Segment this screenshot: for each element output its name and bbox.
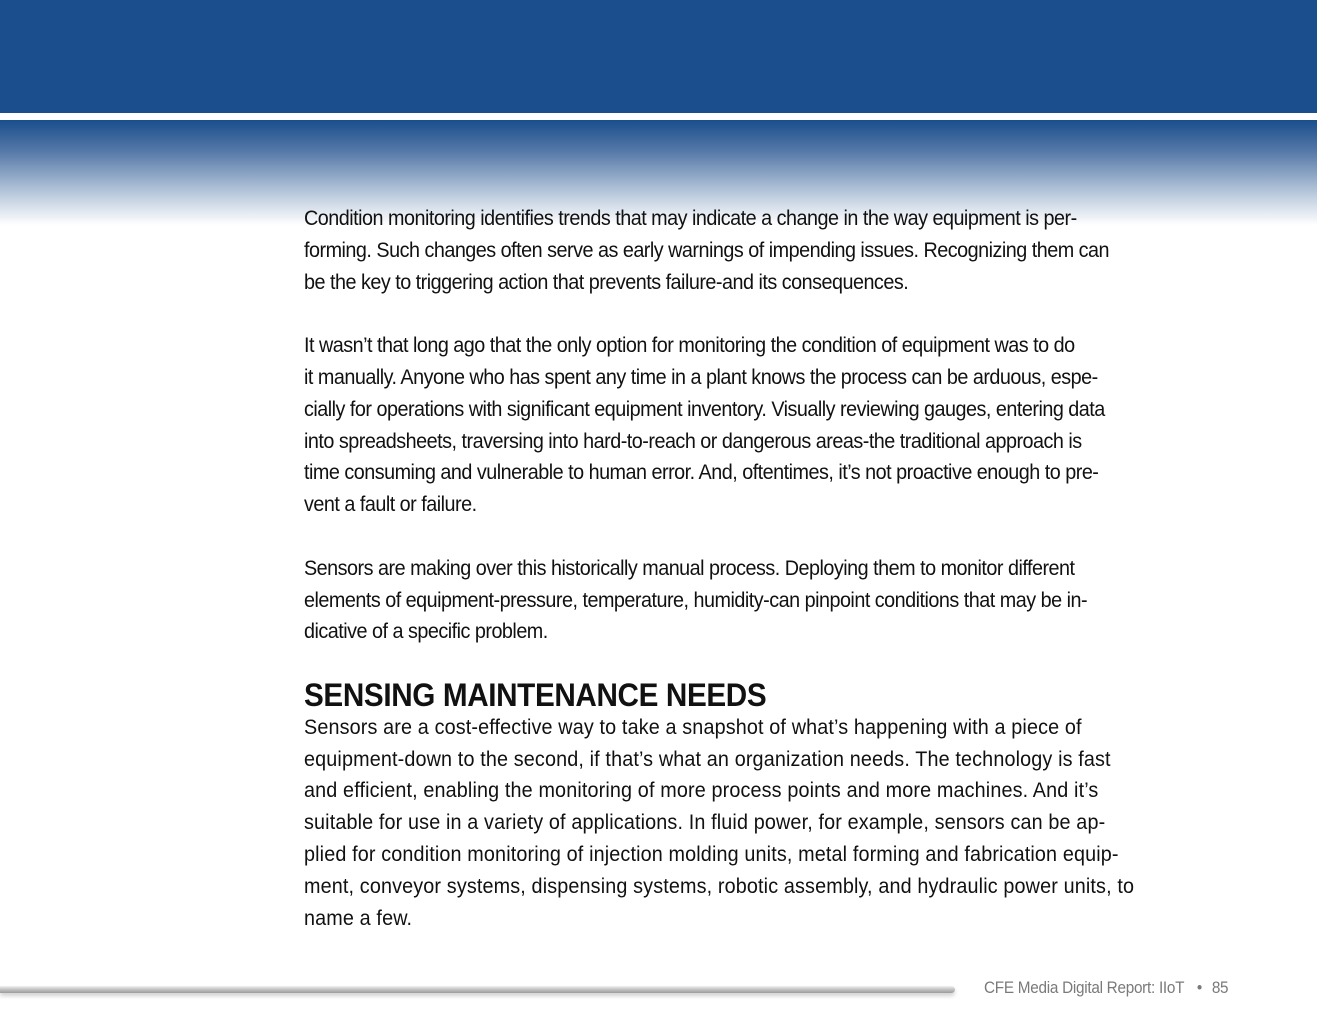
publication-title: CFE Media Digital Report: IIoT (984, 978, 1185, 997)
article-paragraph: Condition monitoring identifies trends that may indicate a change in the way equipment is per- forming. Such changes often serve as early warnings of impending issues. Recognizing them can be the key to triggering action that prevents failure-and its consequences. (304, 206, 1110, 294)
section-heading: SENSING MAINTENANCE NEEDS (304, 676, 767, 713)
article-paragraph: Sensors are making over this historically manual process. Deploying them to monitor different elements of equipment-pressure, temperature, humidity-can pinpoint conditions that may be in- dicative of a specific problem. (304, 555, 1088, 644)
header-divider (0, 113, 1317, 120)
article-body (304, 203, 1196, 934)
article-paragraph: It wasn’t that long ago that the only option for monitoring the condition of equipment was to do it manually. Anyone who has spent any time in a plant knows the process can be arduous, espe- cially for operations with significant equipment inventory. Visually reviewing gauges, entering data into spreadsheets, traversing into hard-to-reach or dangerous areas-the traditional approach is time consuming and vulnerable to human error. And, oftentimes, it’s not proactive enough to pre- vent a fault or failure. (304, 333, 1105, 517)
footer-rule (0, 986, 955, 993)
header-band (0, 0, 1317, 113)
page-footer (984, 978, 1228, 998)
footer-separator: • (1196, 978, 1202, 997)
section-paragraph: Sensors are a cost-effective way to take a snapshot of what’s happening with a piece of equipment-down to the second, if that’s what an organization needs. The technology is fast and efficient, enabling the monitoring of more process points and more machines. And it’s suitable for use in a variety of applications. In fluid power, for example, sensors can be ap- plied for condition monitoring of injection molding units, metal forming and fabrication equip- ment, conveyor systems, dispensing systems, robotic assembly, and hydraulic power units, to name a few. (304, 714, 1135, 930)
page-number: 85 (1211, 978, 1229, 997)
